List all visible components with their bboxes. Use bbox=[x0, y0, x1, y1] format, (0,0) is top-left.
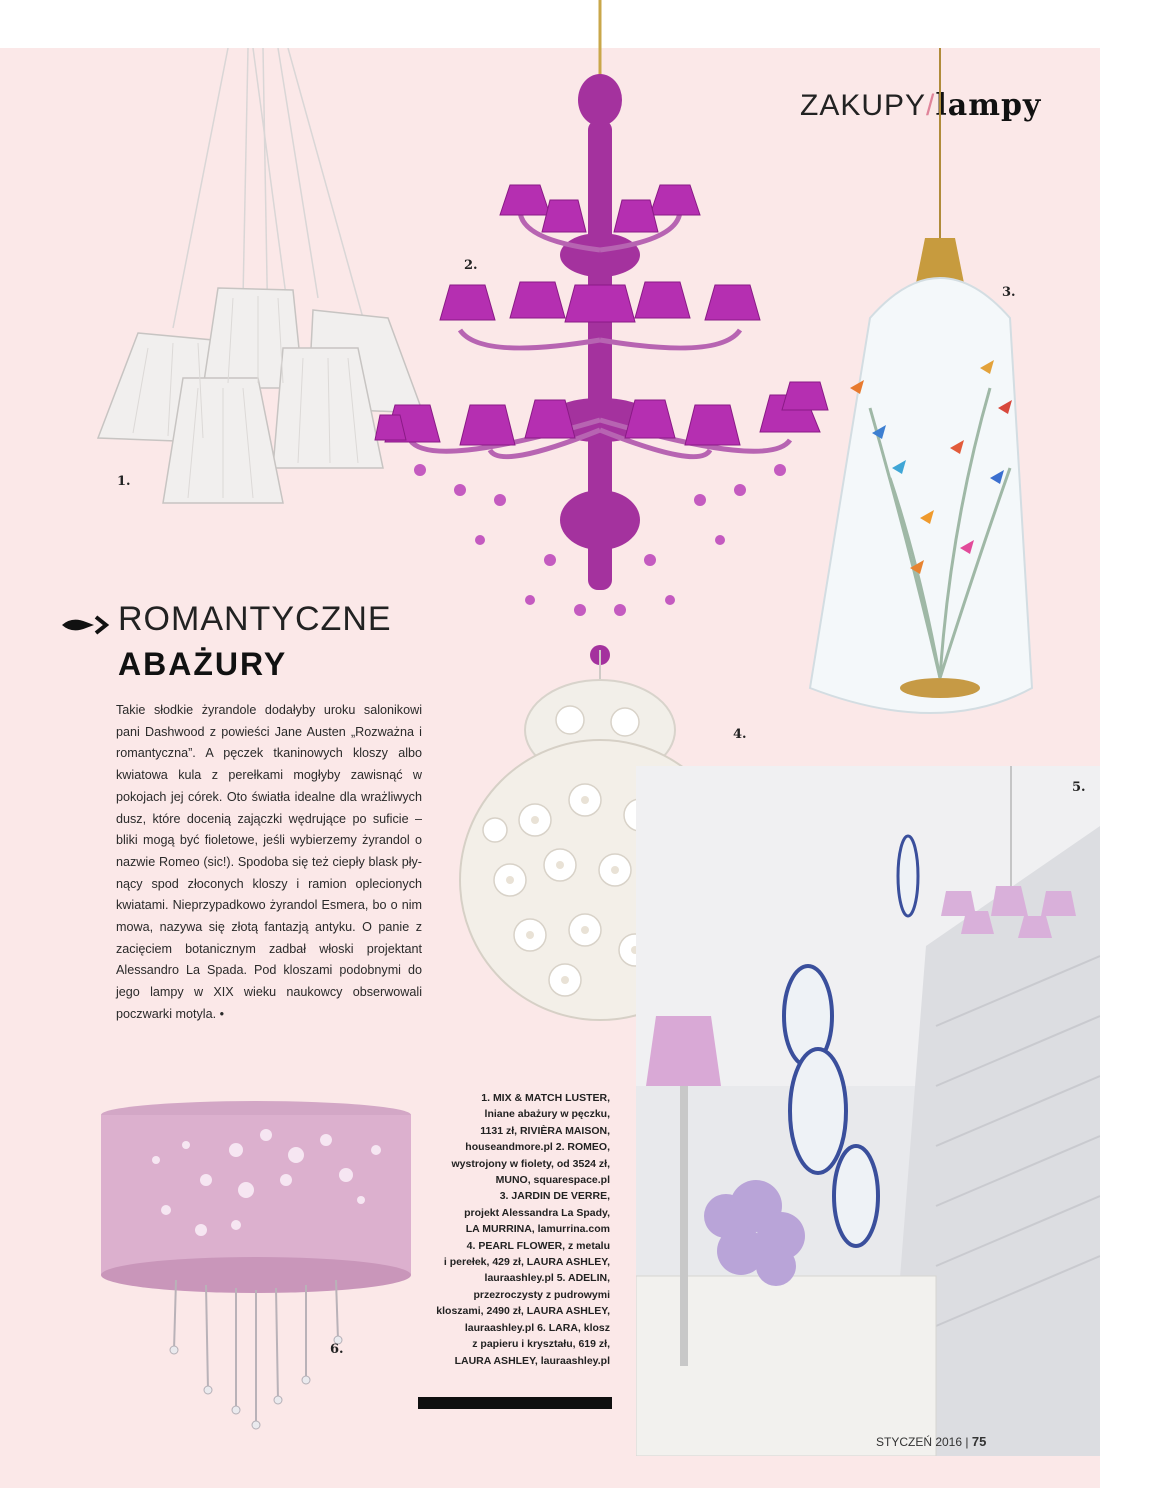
credit-line: projekt Alessandra La Spady, bbox=[464, 1206, 610, 1219]
arrow-icon bbox=[60, 614, 112, 636]
footer-separator: | bbox=[965, 1435, 969, 1449]
credit-line: lauraashley.pl 5. ADELIN, bbox=[484, 1272, 610, 1285]
page-footer bbox=[876, 1434, 986, 1449]
lamp-photo-5 bbox=[636, 766, 1100, 1456]
section-suffix: lampy bbox=[935, 88, 1042, 123]
credit-line: 4. PEARL FLOWER, z metalu bbox=[466, 1239, 610, 1252]
decorative-bar bbox=[418, 1397, 612, 1409]
credit-line: lniane abażury w pęczku, bbox=[484, 1108, 610, 1121]
credit-line: lauraashley.pl 6. LARA, klosz bbox=[464, 1321, 610, 1334]
credit-line: przezroczysty z pudrowymi bbox=[473, 1288, 610, 1301]
headline-line-2: ABAŻURY bbox=[118, 646, 288, 682]
article-body: Takie słodkie żyrandole dodałyby uroku salonikowi pani Dashwood z powieści Jane Austen „Rozważna i romantyczna”. A pęczek tkaninowych kloszy albo kwiatowa kula z perełkami mogłyby zawisnąć w pokojach jej córek. Oto światła idealne dla wrażliwych dusz, które docenią zajączki wędrujące po suficie – bliki mogą być fioletowe, jeśli wybierzemy żyrandol o nazwie Romeo (sic!). Spodoba się też ciepły blask płynący spod złoconych kloszy i ramion oplecionych kwiatami. Nieprzypadkowo żyrandol Esmera, bo o nim mowa, nazywa się złotą fantazją antyku. O panie z zacięciem botanicznym zadbał włoski projektant Alessandro La Spada. Pod kloszami podobnymi do jego lampy w XIX wieku naukowcy obserwowali poczwarki motyla. • bbox=[116, 703, 422, 1021]
credit-line: 1. MIX & MATCH LUSTER, bbox=[481, 1092, 610, 1104]
credit-line: 3. JARDIN DE VERRE, bbox=[499, 1190, 610, 1203]
lamp-photo-3 bbox=[800, 48, 1080, 728]
credit-line: MUNO, squarespace.pl bbox=[495, 1174, 610, 1187]
credit-line: LA MURRINA, lamurrina.com bbox=[465, 1223, 610, 1236]
section-prefix: ZAKUPY bbox=[800, 89, 927, 122]
lamp-photo-2 bbox=[350, 0, 850, 680]
credit-line: LAURA ASHLEY, lauraashley.pl bbox=[454, 1354, 610, 1367]
credit-line: 1131 zł, RIVIÈRA MAISON, bbox=[480, 1124, 610, 1137]
credit-line: kloszami, 2490 zł, LAURA ASHLEY, bbox=[436, 1305, 610, 1318]
page-number: 75 bbox=[971, 1434, 987, 1449]
item-number-6: 6. bbox=[330, 1342, 344, 1357]
item-number-2: 2. bbox=[464, 258, 478, 273]
item-number-5: 5. bbox=[1072, 780, 1086, 795]
section-separator: / bbox=[926, 89, 936, 122]
item-number-1: 1. bbox=[117, 474, 131, 489]
credit-line: wystrojony w fiolety, od 3524 zł, bbox=[451, 1157, 610, 1170]
product-credits bbox=[412, 1090, 610, 1369]
item-number-3: 3. bbox=[1002, 285, 1016, 300]
credit-line: z papieru i kryształu, 619 zł, bbox=[472, 1338, 610, 1351]
footer-month: STYCZEŃ 2016 bbox=[876, 1435, 963, 1449]
lamp-photo-6 bbox=[96, 1100, 426, 1430]
credit-line: houseandmore.pl 2. ROMEO, bbox=[465, 1141, 610, 1154]
headline-line-1: ROMANTYCZNE bbox=[118, 600, 392, 638]
credit-line: i perełek, 429 zł, LAURA ASHLEY, bbox=[443, 1256, 610, 1269]
item-number-4: 4. bbox=[733, 727, 747, 742]
